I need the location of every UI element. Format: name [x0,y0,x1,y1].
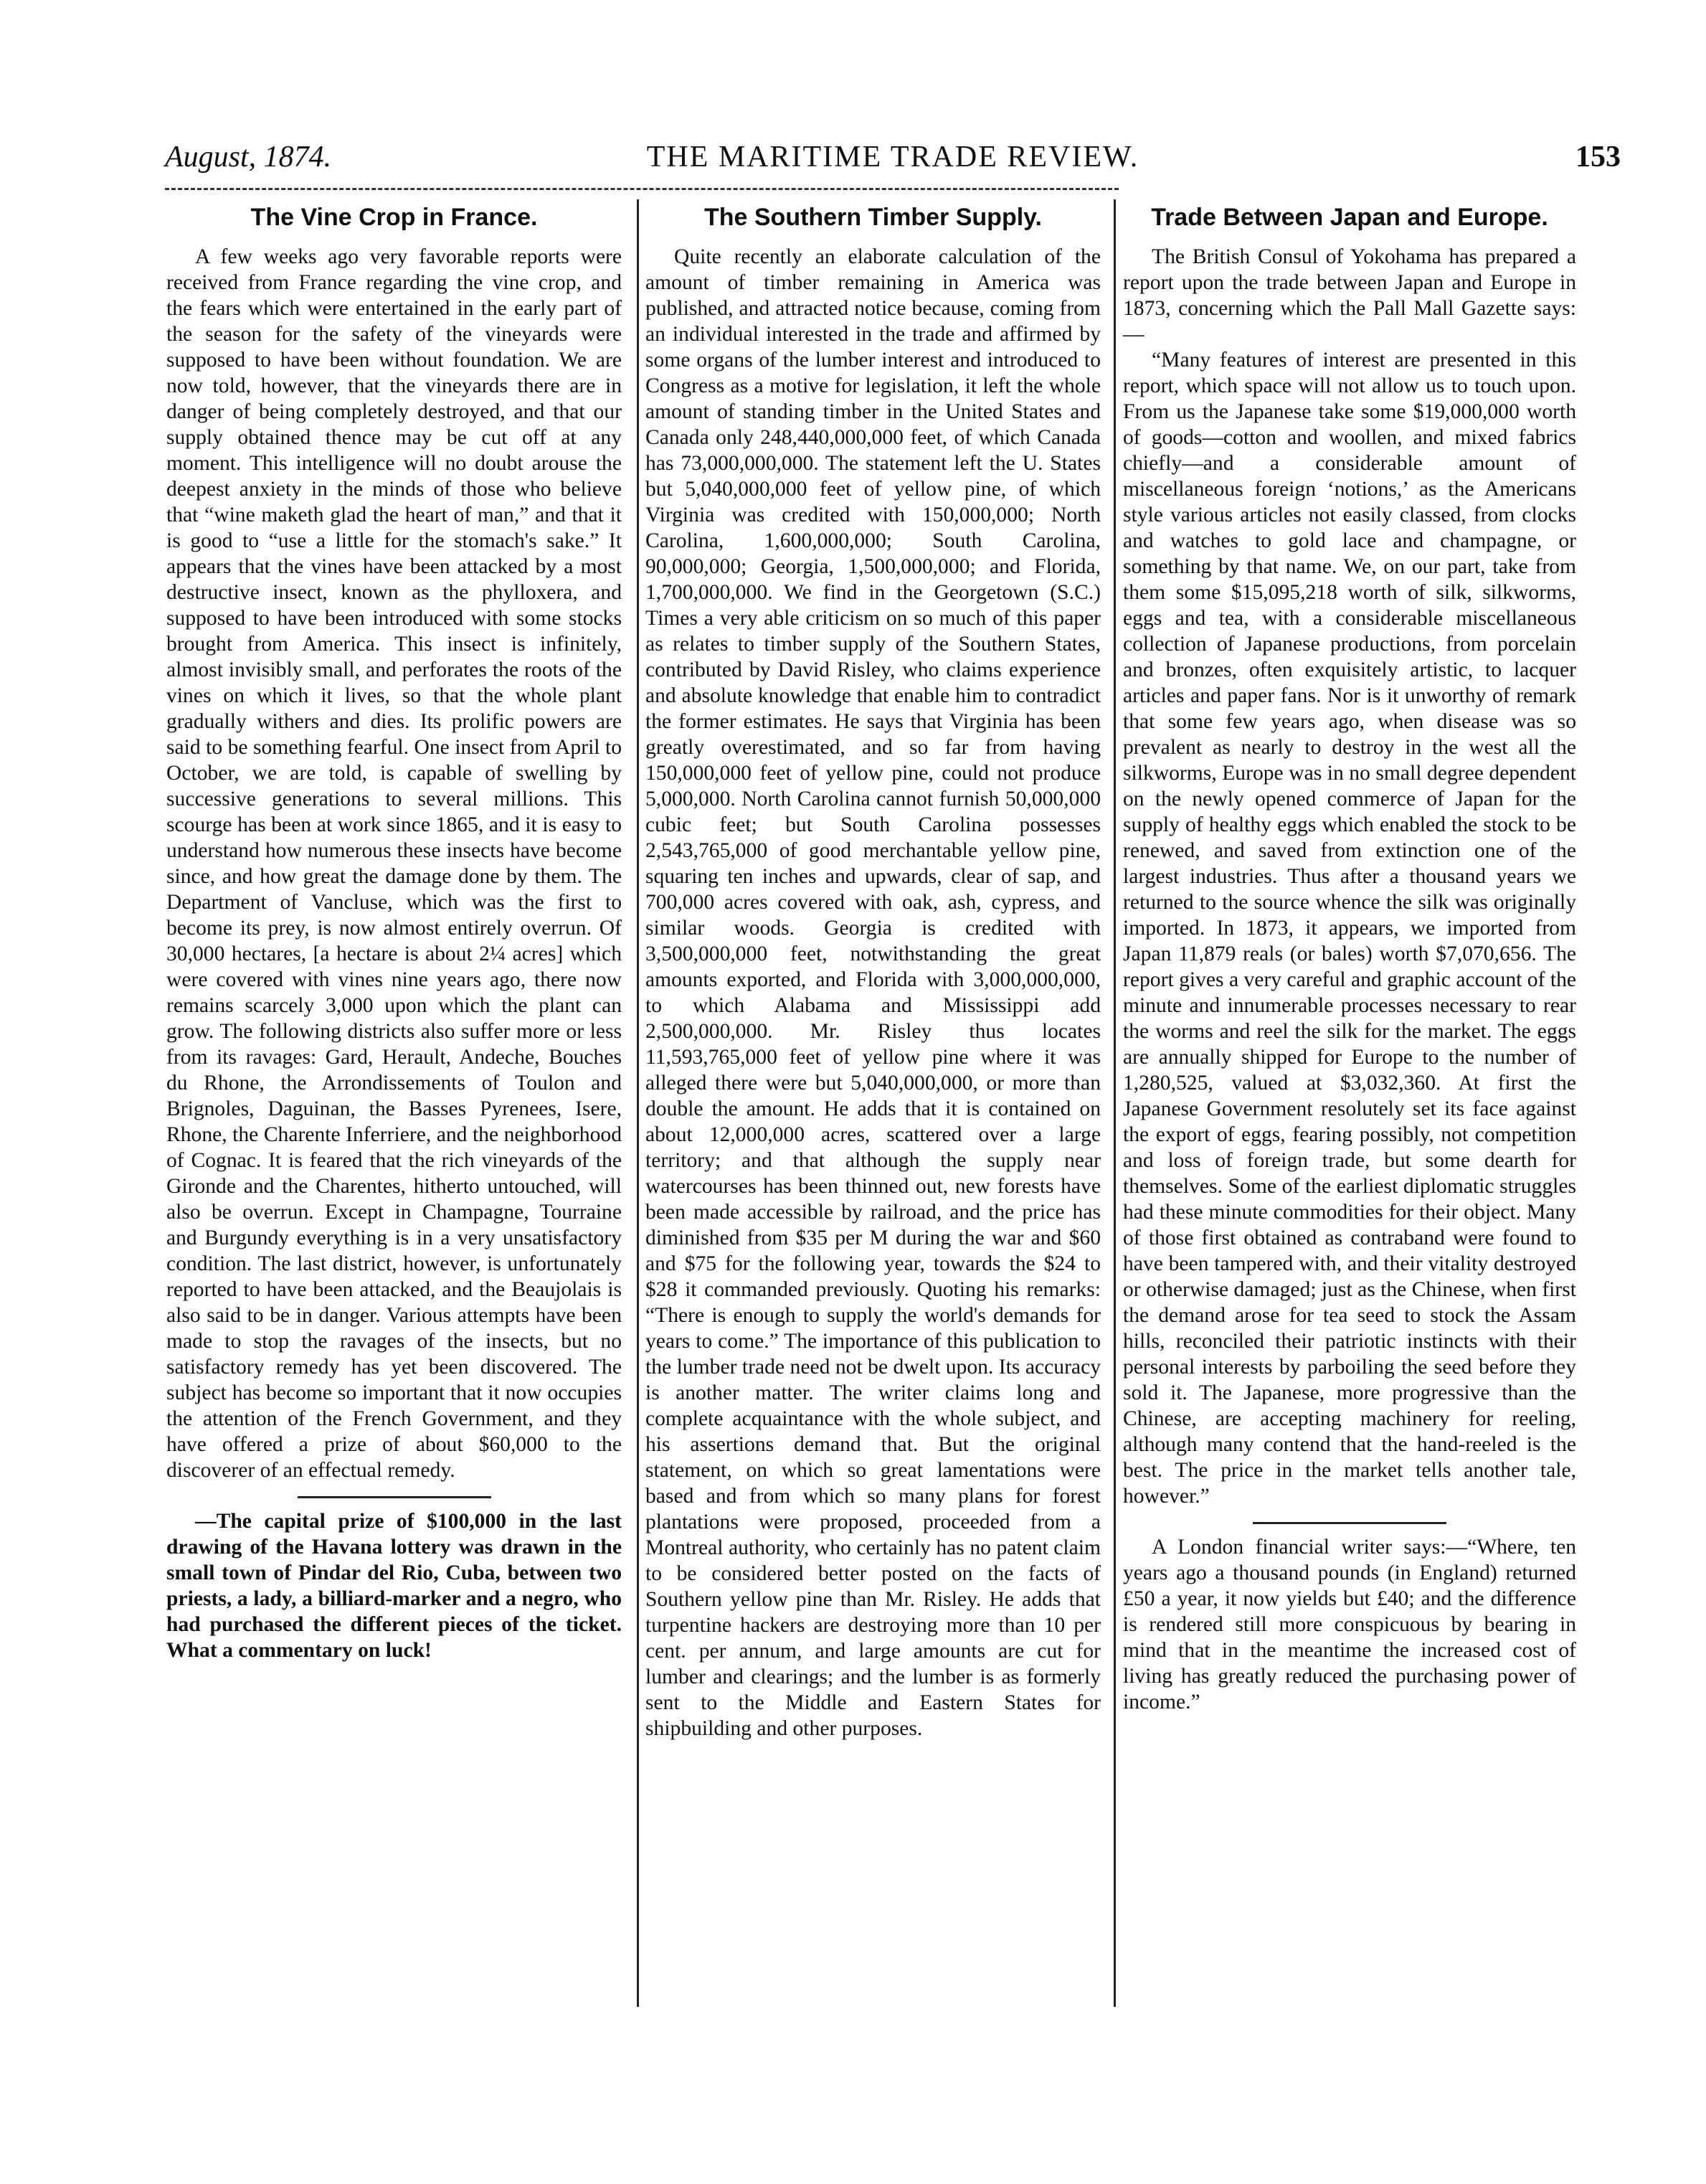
publication-title: THE MARITIME TRADE REVIEW. [646,141,1139,174]
article-title-timber: The Southern Timber Supply. [703,204,1042,231]
column-divider-1 [637,199,639,2007]
article-title-vine-crop: The Vine Crop in France. [250,204,538,231]
article-body-timber: Quite recently an elaborate calculation of the amount of timber remaining in America was published, and attracted notice because, coming from an individual interested in the trade and affirmed by some organs of the lumber interest and introduced to Congress as a motive for legislation, it left the whole amount of standing timber in the United States and Canada only 248,440,000,000 feet, of which Canada has 73,000,000,000. The statement left the U. States but 5,040,000,000 feet of yellow pine, of which Virginia was credited with 150,000,000; North Carolina, 1,600,000,000; South Carolina, 90,000,000; Georgia, 1,500,000,000; and Florida, 1,700,000,000. We find in the Georgetown (S.C.) Times a very able criticism on so much of this paper as relates to timber supply of the Southern States, contributed by David Risley, who claims experience and absolute knowledge that enable him to contradict the former estimates. He says that Virginia has been greatly overestimated, and so far from having 150,000,000 feet of yellow pine, could not produce 5,000,000. North Carolina cannot furnish 50,000,000 cubic feet; but South Carolina possesses 2,543,765,000 of good merchantable yellow pine, squaring ten inches and upwards, clear of sap, and 700,000 acres covered with oak, ash, cypress, and similar woods. Georgia is credited with 3,500,000,000 feet, notwithstanding the great amounts exported, and Florida with 3,000,000,000, to which Alabama and Mississippi add 2,500,000,000. Mr. Risley thus locates 11,593,765,000 feet of yellow pine where it was alleged there were but 5,040,000,000, or more than double the amount. He adds that it is contained on about 12,000,000 acres, scattered over a large territory; and that although the supply near watercourses has been thinned out, new forests have been made accessible by railroad, and the price has diminished from $35 per M during the war and $60 and $75 for the following year, towards the $24 to $28 it commanded previously. Quoting his remarks: “There is enough to supply the world's demands for years to come.” The importance of this publication to the lumber trade need not be dwelt upon. Its accuracy is another matter. The writer claims long and complete acquaintance with the whole subject, and his assertions demand that. But the original statement, on which so great lamentations were based and from which so many plans for forest plantations were proposed, proceeded from a Montreal authority, who certainly has no patent claim to be considered better posted on the facts of Southern yellow pine than Mr. Risley. He adds that turpentine hackers are destroying more than 10 per cent. per annum, and large amounts are cut for lumber and clearings; and the lumber is as formerly sent to the Middle and Eastern States for shipbuilding and other purposes. [645,245,1101,1740]
article-quote-japan: “Many features of interest are presented in this report, which space will not allow us to touch upon. From us the Japanese take some $19,000,000 worth of goods—cotton and woollen, and mixed fabrics chiefly—and a considerable amount of miscellaneous foreign ‘notions,’ as the Americans style various articles not easily classed, from clocks and watches to gold lace and champagne, or something by that name. We, on our part, take from them some $15,095,218 worth of silk, silkworms, eggs and tea, with a considerable miscellaneous collection of Japanese productions, from porcelain and bronzes, often exquisitely artistic, to lacquer articles and paper fans. Nor is it unworthy of remark that some few years ago, when disease was so prevalent as nearly to destroy in the west all the silkworms, Europe was in no small degree dependent on the newly opened commerce of Japan for the supply of healthy eggs which enabled the stock to be renewed, and saved from extinction one of the largest industries. Thus after a thousand years we returned to the source whence the silk was originally imported. In 1873, it appears, we imported from Japan 11,879 reals (or bales) worth $7,070,656. The report gives a very careful and graphic account of the minute and innumerable processes necessary to rear the worms and reel the silk for the market. The eggs are annually shipped for Europe to the number of 1,280,525, valued at $3,032,360. At first the Japanese Government resolutely set its face against the export of eggs, fearing possibly, not competition and loss of foreign trade, but some dearth for themselves. Some of the earliest diplomatic struggles had these minute commodities for their object. Many of those first obtained as contraband were found to have been tampered with, and their vitality destroyed or otherwise damaged; just as the Chinese, when first the demand arose for tea seed to stock the Assam hills, reconciled their patriotic instincts with their personal interests by parboiling the seed before they sold it. The Japanese, more progressive than the Chinese, are accepting machinery for reeling, although many contend that the hand-reeled is the best. The price in the market tells another tale, however.” [1123,349,1577,1508]
article-separator [1253,1522,1446,1524]
header-rule [165,188,1119,190]
article-separator [298,1496,491,1498]
issue-date: August, 1874. [165,141,332,174]
column-1 [166,201,622,1663]
article-body-lottery: —The capital prize of $100,000 in the last drawing of the Havana lottery was drawn in the small town of Pindar del Rio, Cuba, between two priests, a lady, a billiard-marker and a negro, who had purchased the different pieces of the ticket. What a commentary on luck! [166,1510,622,1662]
article-body-london: A London financial writer says:—“Where, ten years ago a thousand pounds (in England) returned £50 a year, it now yields but £40; and the difference is rendered still more conspicuous by bearing in mind that in the meantime the increased cost of living has greatly reduced the purchasing power of income.” [1123,1536,1576,1713]
column-divider-2 [1114,199,1116,2007]
article-intro-japan: The British Consul of Yokohama has prepared a report upon the trade between Japan and Europe in 1873, concerning which the Pall Mall Gazette says:— [1123,245,1576,346]
article-title-japan: Trade Between Japan and Europe. [1151,204,1548,231]
article-body-vine-crop: A few weeks ago very favorable reports were received from France regarding the vine crop, and the fears which were entertained in the early part of the season for the safety of the vineyards were supposed to have been without foundation. We are now told, however, that the vineyards there are in danger of being completely destroyed, and that our supply obtained thence may be cut off at any moment. This intelligence will no doubt arouse the deepest anxiety in the minds of those who believe that “wine maketh glad the heart of man,” and that it is good to “use a little for the stomach's sake.” It appears that the vines have been attacked by a most destructive insect, known as the phylloxera, and supposed to have been introduced with some stocks brought from America. This insect is infinitely, almost invisibly small, and perforates the roots of the vines on which it lives, so that the whole plant gradually withers and dies. Its prolific powers are said to be something fearful. One insect from April to October, we are told, is capable of swelling by successive generations to several millions. This scourge has been at work since 1865, and it is easy to understand how numerous these insects have become since, and how great the damage done by them. The Department of Vancluse, which was the first to become its prey, is now almost entirely overrun. Of 30,000 hectares, [a hectare is about 2¼ acres] which were covered with vines nine years ago, there now remains scarcely 3,000 upon which the plant can grow. The following districts also suffer more or less from its ravages: Gard, Herault, Andeche, Bouches du Rhone, the Arrondissements of Toulon and Brignoles, Daguinan, the Basses Pyrenees, Isere, Rhone, the Charente Inferriere, and the neighborhood of Cognac. It is feared that the rich vineyards of the Gironde and the Charentes, hitherto untouched, will also be overrun. Except in Champagne, Tourraine and Burgundy everything is in a very unsatisfactory condition. The last district, however, is unfortunately reported to have been attacked, and the Beaujolais is also said to be in danger. Various attempts have been made to stop the ravages of the insects, but no satisfactory remedy has yet been discovered. The subject has become so important that it now occupies the attention of the French Government, and they have offered a prize of about $60,000 to the discoverer of an effectual remedy. [166,245,622,1482]
page-number: 153 [1575,141,1621,174]
column-2 [645,201,1101,1741]
column-3 [1123,201,1576,1715]
page-header [165,140,1621,183]
